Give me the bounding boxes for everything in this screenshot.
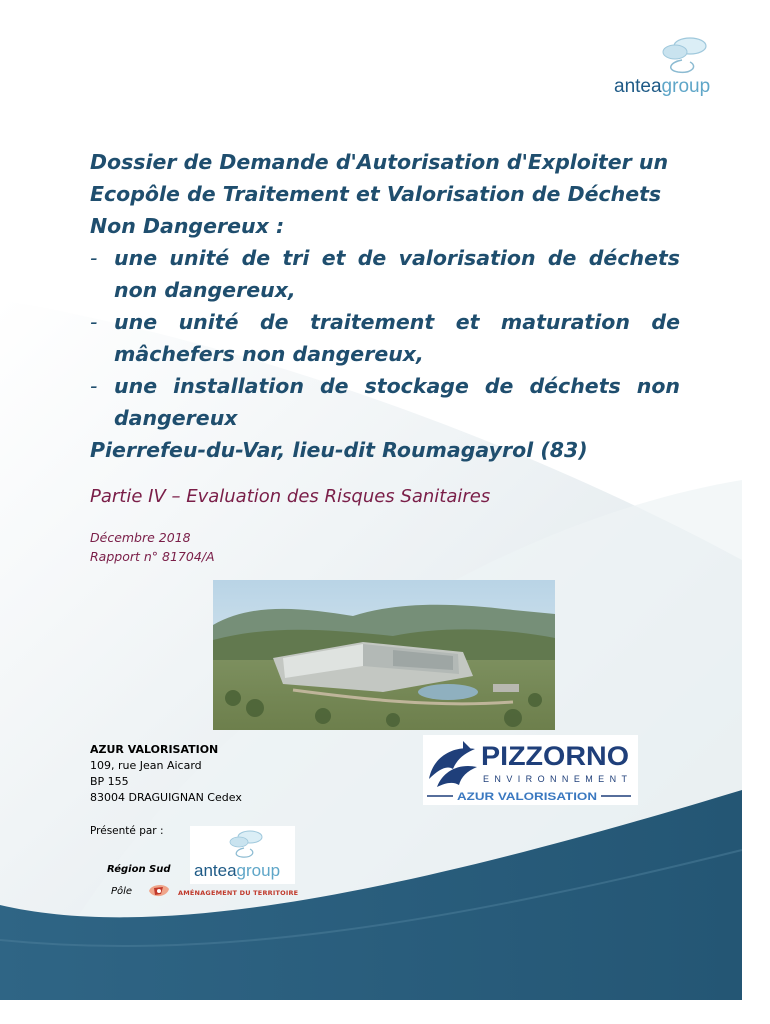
client-address-line-1: 109, rue Jean Aicard: [90, 759, 202, 772]
bullet-marker: -: [90, 374, 98, 398]
bullet-marker: -: [90, 310, 98, 334]
bullet-text-sorting-unit: une unité de tri et de valorisation de déchets non dangereux,: [114, 246, 680, 302]
title-line-3: Non Dangereux :: [90, 214, 285, 238]
region-label: Région Sud: [107, 864, 171, 875]
antea-brand-text: antea: [614, 76, 662, 97]
pizzorno-environnement-logo: [423, 735, 638, 805]
document-subtitle: Partie IV – Evaluation des Risques Sanitaires: [90, 486, 491, 507]
bullet-marker: -: [90, 246, 98, 270]
pole-name: AMÉNAGEMENT DU TERRITOIRE: [178, 889, 299, 897]
title-line-1: Dossier de Demande d'Autorisation d'Exploiter un: [90, 150, 669, 174]
bullet-text-treatment-unit: une unité de traitement et maturation de mâchefers non dangereux,: [114, 310, 680, 366]
group-brand-text: group: [661, 76, 711, 97]
presented-by-label: Présenté par :: [90, 825, 164, 837]
site-aerial-rendering-image: [213, 580, 555, 730]
svg-text:anteagroup: [194, 861, 280, 880]
title-bullet-3: [90, 370, 680, 434]
svg-text:anteagroup: [614, 76, 710, 97]
bullet-text-storage-installation: une installation de stockage de déchets non dangereux: [114, 374, 680, 430]
report-date: Décembre 2018: [90, 530, 191, 545]
report-number: Rapport n° 81704/A: [90, 549, 215, 564]
title-bullet-2: [90, 306, 680, 370]
antea-small-brand-text: antea: [194, 861, 237, 880]
pizzorno-division: AZUR VALORISATION: [457, 791, 598, 803]
pizzorno-tagline: ENVIRONNEMENT: [483, 774, 627, 784]
title-location: Pierrefeu-du-Var, lieu-dit Roumagayrol (83): [90, 438, 588, 462]
client-company-name: AZUR VALORISATION: [90, 743, 219, 756]
pizzorno-name: PIZZORNO: [481, 741, 629, 771]
antea-logo-symbol-icon: [663, 38, 706, 72]
client-address-block: [90, 742, 242, 806]
pole-amenagement-icon: [145, 881, 173, 901]
report-meta: [90, 528, 215, 566]
group-small-brand-text: group: [236, 861, 281, 880]
title-bullet-1: [90, 242, 680, 306]
antea-group-small-logo: [190, 826, 295, 884]
title-line-2: Ecopôle de Traitement et Valorisation de Déchets: [90, 182, 662, 206]
client-address-line-2: BP 155: [90, 775, 129, 788]
pole-label: Pôle: [111, 886, 133, 897]
client-address-line-3: 83004 DRAGUIGNAN Cedex: [90, 791, 242, 804]
antea-group-logo: [608, 32, 738, 102]
antea-small-logo-symbol-icon: [230, 831, 262, 857]
document-title: [90, 146, 680, 466]
